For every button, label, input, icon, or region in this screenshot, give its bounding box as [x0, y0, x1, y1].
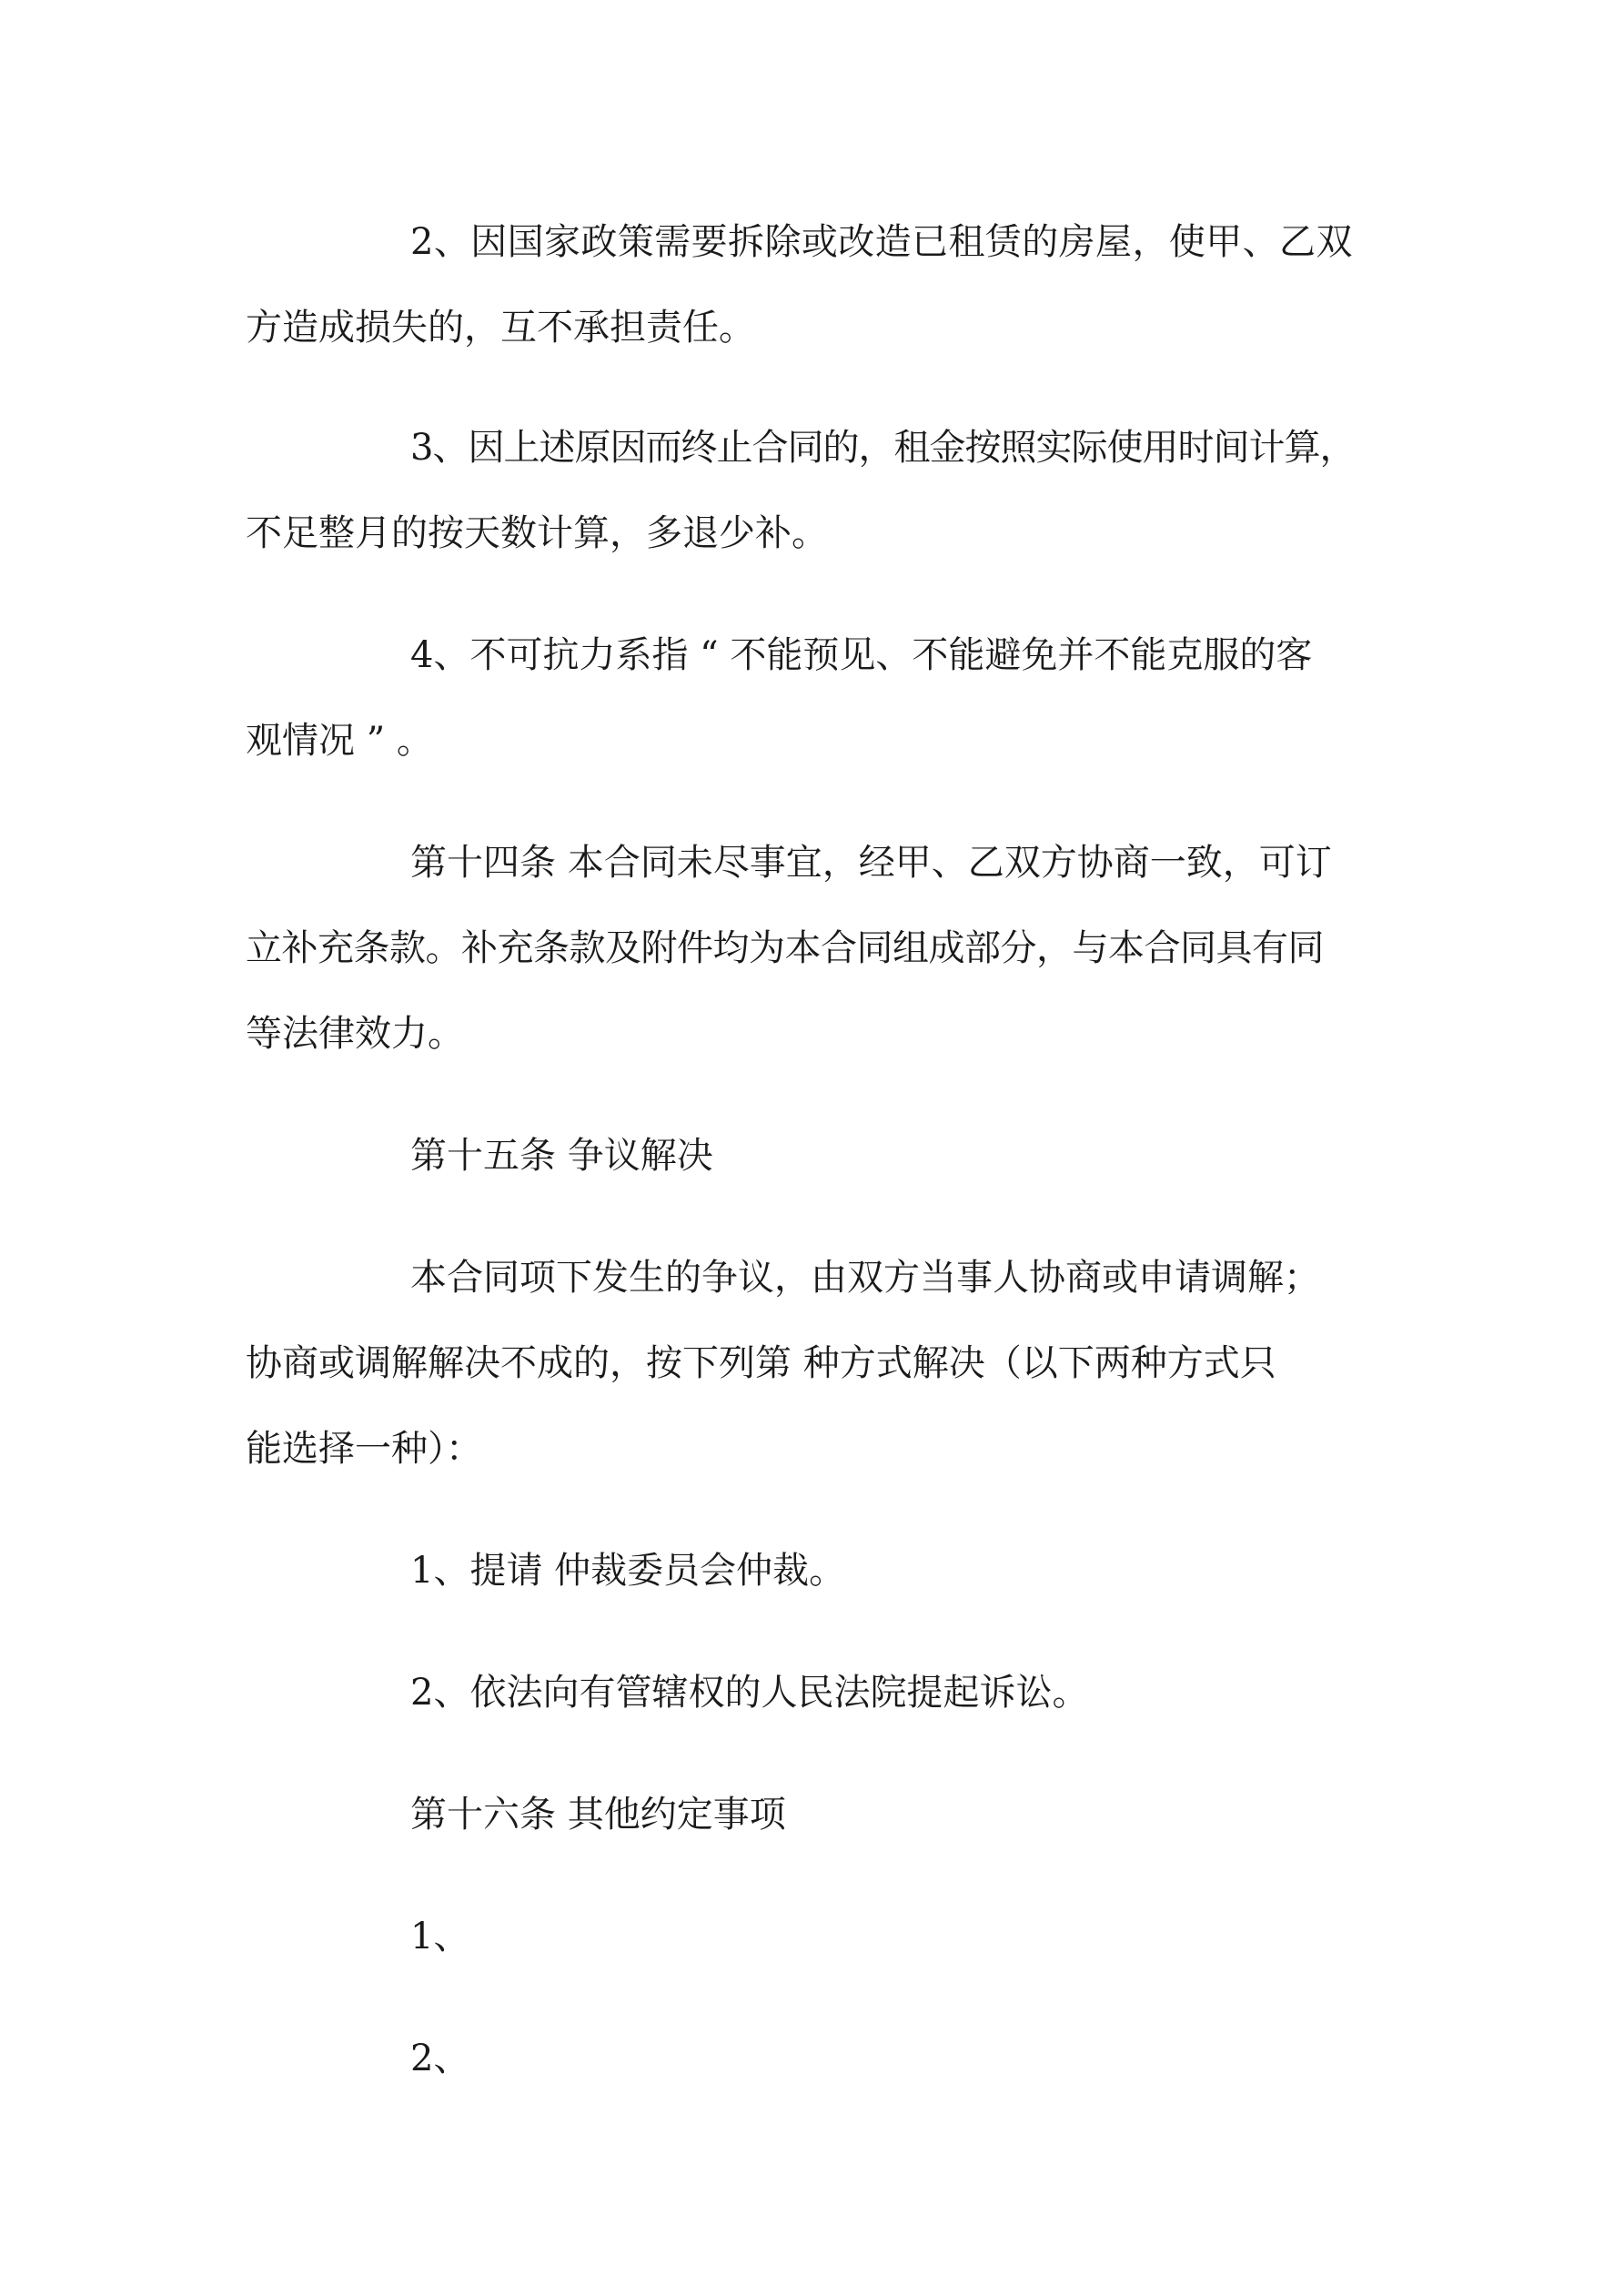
paragraph-line: 不足整月的按天数计算，多退少补。 — [246, 512, 828, 554]
paragraph-line: 第十四条 本合同未尽事宜，经甲、乙双方协商一致，可订 — [410, 842, 1332, 884]
paragraph-line: 3、因上述原因而终止合同的，租金按照实际使用时间计算， — [410, 427, 1356, 469]
paragraph-line: 能选择一种）： — [246, 1428, 482, 1470]
paragraph-line: 2、依法向有管辖权的人民法院提起诉讼。 — [410, 1672, 1089, 1714]
paragraph-line: 观情况 ” 。 — [246, 720, 433, 762]
paragraph-line: 2、 — [410, 2038, 470, 2079]
section-heading: 第十五条 争议解决 — [410, 1135, 713, 1177]
section-heading: 第十六条 其他约定事项 — [410, 1794, 786, 1836]
paragraph-line: 2、因国家政策需要拆除或改造已租赁的房屋，使甲、乙双 — [410, 221, 1353, 263]
paragraph-line: 等法律效力。 — [246, 1013, 464, 1055]
paragraph-line: 方造成损失的，互不承担责任。 — [246, 307, 755, 349]
paragraph-line: 立补充条款。补充条款及附件均为本合同组成部分，与本合同具有同 — [246, 927, 1324, 969]
paragraph-line: 本合同项下发生的争议，由双方当事人协商或申请调解； — [410, 1257, 1320, 1299]
paragraph-line: 协商或调解解决不成的，按下列第 种方式解决（以下两种方式只 — [246, 1342, 1276, 1384]
paragraph-line: 1、 — [410, 1916, 470, 1957]
paragraph-line: 4、不可抗力系指 “ 不能预见、不能避免并不能克服的客 — [410, 634, 1313, 676]
paragraph-line: 1、提请 仲裁委员会仲裁。 — [410, 1550, 846, 1592]
